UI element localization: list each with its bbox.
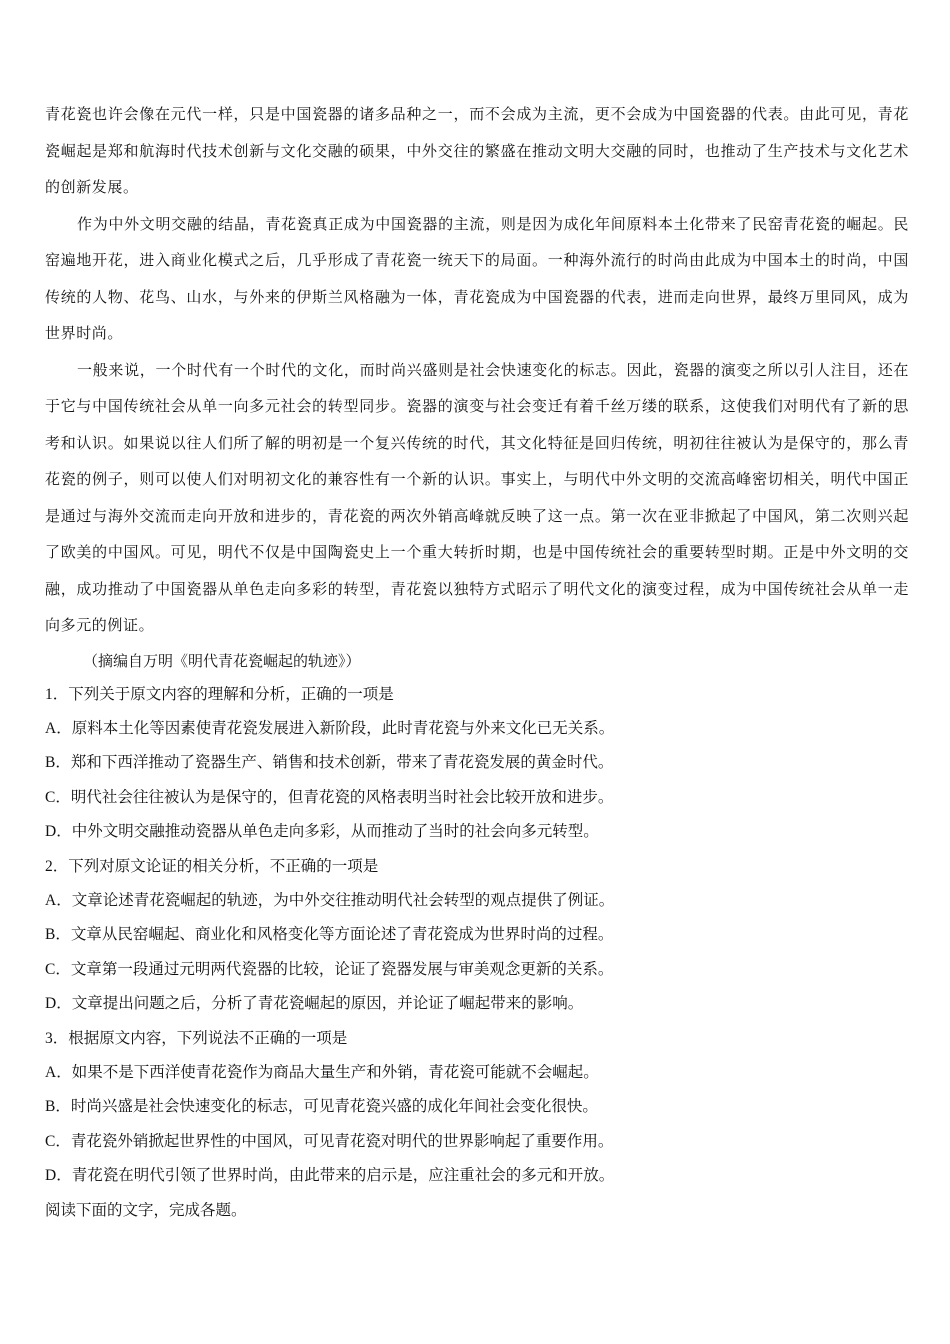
option-b: B．郑和下西洋推动了瓷器生产、销售和技术创新，带来了青花瓷发展的黄金时代。 — [45, 754, 614, 772]
passage-paragraph-3: 一般来说，一个时代有一个时代的文化，而时尚兴盛则是社会快速变化的标志。因此，瓷器的演变之所以引人注目，还在于它与中国传统社会从单一向多元社会的转型同步。瓷器的演变与社会变迁有着千丝万缕的联系，这使我们对明代有了新的思考和认识。如果说以往人们所了解的明初是一个复兴传统的时代，其文化特征是回归传统，明初往往被认为是保守的，那么青花瓷的例子，则可以使人们对明初文化的兼容性有一个新的认识。事实上，与明代中外文明的交流高峰密切相关，明代中国正是通过与海外交流而走向开放和进步的，青花瓷的两次外销高峰就反映了这一点。第一次在亚非掀起了中国风，第二次则兴起了欧美的中国风。可见，明代不仅是中国陶瓷史上一个重大转折时期，也是中国传统社会的重要转型时期。正是中外文明的交融，成功推动了中国瓷器从单色走向多彩的转型，青花瓷以独特方式昭示了明代文化的演变过程，成为中国传统社会从单一走向多元的例证。 — [45, 360, 909, 634]
document-page — [45, 96, 909, 1228]
option-b: B．文章从民窑崛起、商业化和风格变化等方面论述了青花瓷成为世界时尚的过程。 — [45, 926, 614, 944]
option-c: C．明代社会往往被认为是保守的，但青花瓷的风格表明当时社会比较开放和进步。 — [45, 788, 614, 806]
option-a: A．如果不是下西洋使青花瓷作为商品大量生产和外销，青花瓷可能就不会崛起。 — [45, 1063, 599, 1081]
passage-source: （摘编自万明《明代青花瓷崛起的轨迹》） — [83, 651, 361, 670]
reading-instruction: 阅读下面的文字，完成各题。 — [45, 1201, 247, 1219]
option-c: C．青花瓷外销掀起世界性的中国风，可见青花瓷对明代的世界影响起了重要作用。 — [45, 1132, 614, 1150]
option-a: A．原料本土化等因素使青花瓷发展进入新阶段，此时青花瓷与外来文化已无关系。 — [45, 719, 615, 737]
option-a: A．文章论述青花瓷崛起的轨迹，为中外交往推动明代社会转型的观点提供了例证。 — [45, 891, 615, 909]
option-d: D．文章提出问题之后，分析了青花瓷崛起的原因，并论证了崛起带来的影响。 — [45, 995, 584, 1013]
option-d: D．中外文明交融推动瓷器从单色走向多彩，从而推动了当时的社会向多元转型。 — [45, 823, 599, 841]
passage-paragraph-1: 青花瓷也许会像在元代一样，只是中国瓷器的诸多品种之一，而不会成为主流，更不会成为中国瓷器的代表。由此可见，青花瓷崛起是郑和航海时代技术创新与文化交融的硕果，中外交往的繁盛在推动文明大交融的同时，也推动了生产技术与文化艺术的创新发展。 — [45, 105, 909, 196]
option-d: D．青花瓷在明代引领了世界时尚，由此带来的启示是，应注重社会的多元和开放。 — [45, 1167, 615, 1185]
question-2 — [45, 850, 909, 1022]
question-stem: 2．下列对原文论证的相关分析，不正确的一项是 — [45, 857, 379, 875]
question-stem: 1．下列关于原文内容的理解和分析，正确的一项是 — [45, 685, 394, 703]
question-3 — [45, 1022, 909, 1194]
question-stem: 3．根据原文内容，下列说法不正确的一项是 — [45, 1029, 348, 1047]
question-1 — [45, 678, 909, 850]
option-b: B．时尚兴盛是社会快速变化的标志，可见青花瓷兴盛的成化年间社会变化很快。 — [45, 1098, 598, 1116]
option-c: C．文章第一段通过元明两代瓷器的比较，论证了瓷器发展与审美观念更新的关系。 — [45, 960, 614, 978]
passage-paragraph-2: 作为中外文明交融的结晶，青花瓷真正成为中国瓷器的主流，则是因为成化年间原料本土化带来了民窑青花瓷的崛起。民窑遍地开花，进入商业化模式之后，几乎形成了青花瓷一统天下的局面。一种海外流行的时尚由此成为中国本土的时尚，中国传统的人物、花鸟、山水，与外来的伊斯兰风格融为一体，青花瓷成为中国瓷器的代表，进而走向世界，最终万里同风，成为世界时尚。 — [45, 214, 909, 342]
